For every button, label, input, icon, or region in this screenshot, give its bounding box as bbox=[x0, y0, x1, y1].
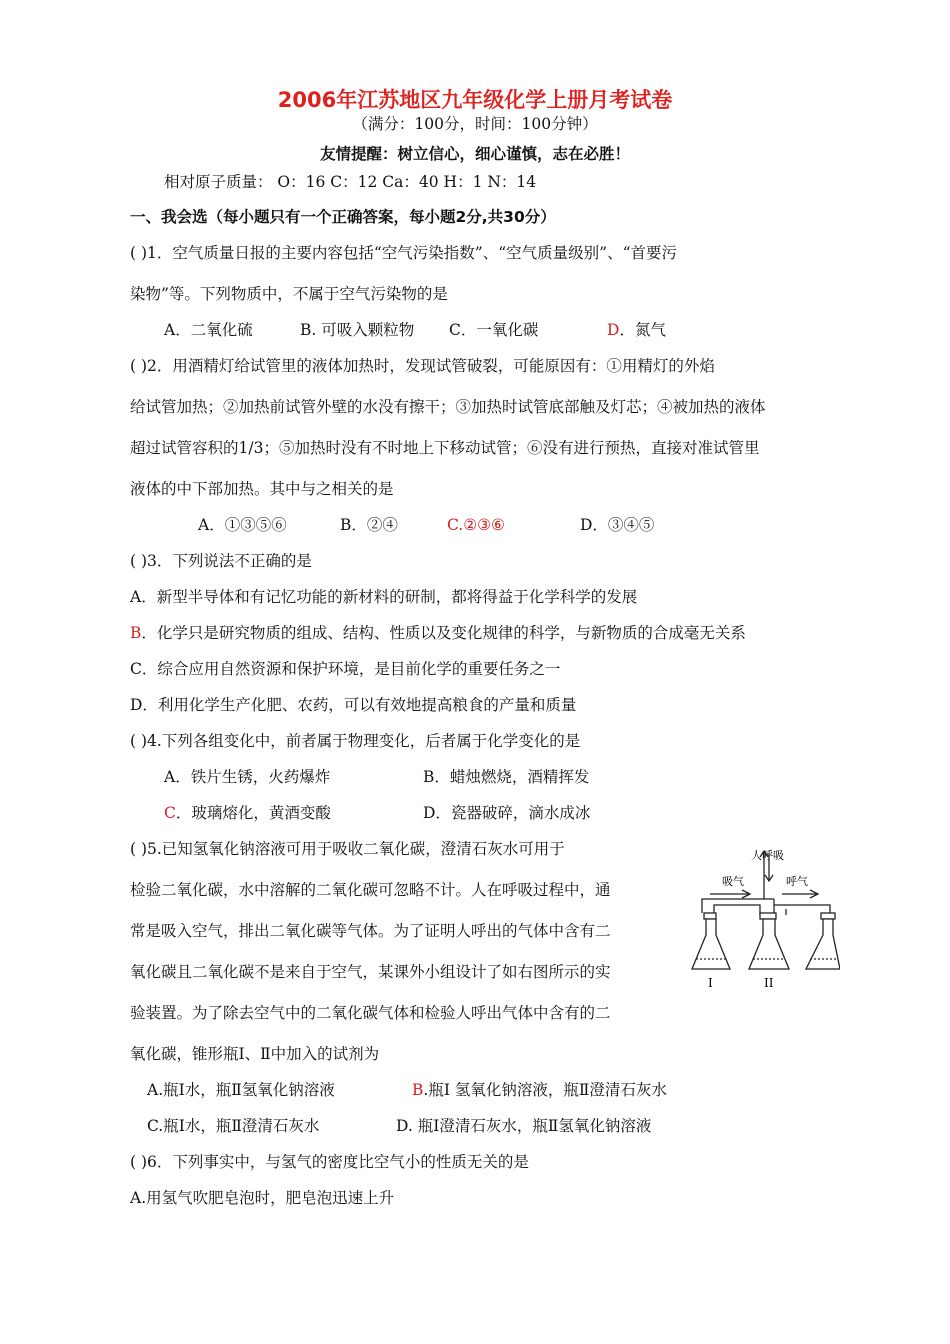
q1-answer-letter: D bbox=[607, 321, 620, 339]
q5-stem-line4: 氧化碳且二氧化碳不是来自于空气，某课外小组设计了如右图所示的实 bbox=[130, 963, 611, 981]
q6-stem: ( )6．下列事实中，与氢气的密度比空气小的性质无关的是 bbox=[130, 1153, 529, 1171]
q2-stem-line1: ( )2．用酒精灯给试管里的液体加热时，发现试管破裂，可能原因有：①用精灯的外焰 bbox=[130, 357, 715, 375]
atomic-mass: 相对原子质量： O：16 C：12 Ca：40 H：1 N：14 bbox=[164, 173, 537, 191]
q5-stem-line6: 氧化碳，锥形瓶Ⅰ、Ⅱ中加入的试剂为 bbox=[130, 1045, 380, 1063]
q3-option-d: D．利用化学生产化肥、农药，可以有效地提高粮食的产量和质量 bbox=[130, 696, 577, 714]
q1-option-c: C．一氧化碳 bbox=[449, 321, 539, 339]
q2-option-d: D．③④⑤ bbox=[580, 516, 655, 534]
q5-answer-letter: B bbox=[412, 1081, 424, 1099]
q4-option-b: B．蜡烛燃烧，酒精挥发 bbox=[423, 768, 590, 786]
q5-stem-line5: 验装置。为了除去空气中的二氧化碳气体和检验人呼出气体中含有的二 bbox=[130, 1004, 611, 1022]
q2-option-c: C.②③⑥ bbox=[447, 516, 505, 534]
q5-option-b: B.瓶Ⅰ 氢氧化钠溶液，瓶Ⅱ澄清石灰水 bbox=[412, 1081, 667, 1099]
flask-2 bbox=[749, 913, 789, 969]
q3-option-b: B．化学只是研究物质的组成、结构、性质以及变化规律的科学，与新物质的合成毫无关系 bbox=[130, 624, 746, 642]
q2-option-b: B．②④ bbox=[340, 516, 398, 534]
flask-3 bbox=[806, 913, 840, 969]
q2-stem-line2: 给试管加热；②加热前试管外壁的水没有擦干；③加热时试管底部触及灯芯；④被加热的液体 bbox=[130, 398, 766, 416]
q3-option-a: A．新型半导体和有记忆功能的新材料的研制，都将得益于化学科学的发展 bbox=[130, 588, 638, 606]
q2-option-a: A．①③⑤⑥ bbox=[198, 516, 287, 534]
q1-option-a: A．二氧化硫 bbox=[164, 321, 253, 339]
q3-option-c: C．综合应用自然资源和保护环境，是目前化学的重要任务之一 bbox=[130, 660, 561, 678]
section-heading: 一、我会选（每小题只有一个正确答案，每小题2分,共30分） bbox=[130, 208, 556, 226]
apparatus-figure bbox=[690, 843, 840, 991]
q4-option-d: D．瓷器破碎，滴水成冰 bbox=[423, 804, 591, 822]
q2-stem-line3: 超过试管容积的1/3；⑤加热时没有不时地上下移动试管；⑥没有进行预热，直接对准试管里 bbox=[130, 439, 760, 457]
q3-stem: ( )3．下列说法不正确的是 bbox=[130, 552, 312, 570]
q1-option-b: B. 可吸入颗粒物 bbox=[300, 321, 415, 339]
figure-label-exhale: 呼气 bbox=[786, 875, 808, 888]
q5-option-c: C.瓶Ⅰ水，瓶Ⅱ澄清石灰水 bbox=[147, 1117, 320, 1135]
q1-option-d: D．氮气 bbox=[607, 321, 666, 339]
q3-answer-letter: B bbox=[130, 624, 142, 642]
figure-label-flask1: I bbox=[708, 976, 713, 990]
exam-title: 2006年江苏地区九年级化学上册月考试卷 bbox=[277, 88, 673, 112]
q5-stem-line3: 常是吸入空气，排出二氧化碳等气体。为了证明人呼出的气体中含有二 bbox=[130, 922, 611, 940]
figure-label-flask2: II bbox=[764, 976, 774, 990]
figure-label-breath: 人呼吸 bbox=[751, 849, 784, 862]
q4-option-c: C．玻璃熔化，黄酒变酸 bbox=[164, 804, 331, 822]
exam-subtitle: （满分：100分，时间：100分钟） bbox=[352, 115, 598, 133]
flask-1 bbox=[692, 913, 730, 969]
q5-stem-line1: ( )5.已知氢氧化钠溶液可用于吸收二氧化碳，澄清石灰水可用于 bbox=[130, 840, 565, 858]
q1-stem-line2: 染物”等。下列物质中，不属于空气污染物的是 bbox=[130, 285, 448, 303]
q4-stem: ( )4.下列各组变化中，前者属于物理变化，后者属于化学变化的是 bbox=[130, 732, 581, 750]
q4-option-a: A．铁片生锈，火药爆炸 bbox=[164, 768, 331, 786]
q4-answer-letter: C bbox=[164, 804, 176, 822]
figure-label-inhale: 吸气 bbox=[722, 875, 744, 888]
q6-option-a: A.用氢气吹肥皂泡时，肥皂泡迅速上升 bbox=[130, 1189, 395, 1207]
friendly-tip: 友情提醒：树立信心，细心谨慎，志在必胜！ bbox=[319, 145, 630, 163]
q1-stem-line1: ( )1．空气质量日报的主要内容包括“空气污染指数”、“空气质量级别”、“首要污 bbox=[130, 244, 678, 262]
q5-stem-line2: 检验二氧化碳，水中溶解的二氧化碳可忽略不计。人在呼吸过程中，通 bbox=[130, 881, 611, 899]
q5-option-d: D. 瓶Ⅰ澄清石灰水，瓶Ⅱ氢氧化钠溶液 bbox=[396, 1117, 652, 1135]
q2-stem-line4: 液体的中下部加热。其中与之相关的是 bbox=[130, 480, 394, 498]
q5-option-a: A.瓶Ⅰ水，瓶Ⅱ氢氧化钠溶液 bbox=[147, 1081, 335, 1099]
